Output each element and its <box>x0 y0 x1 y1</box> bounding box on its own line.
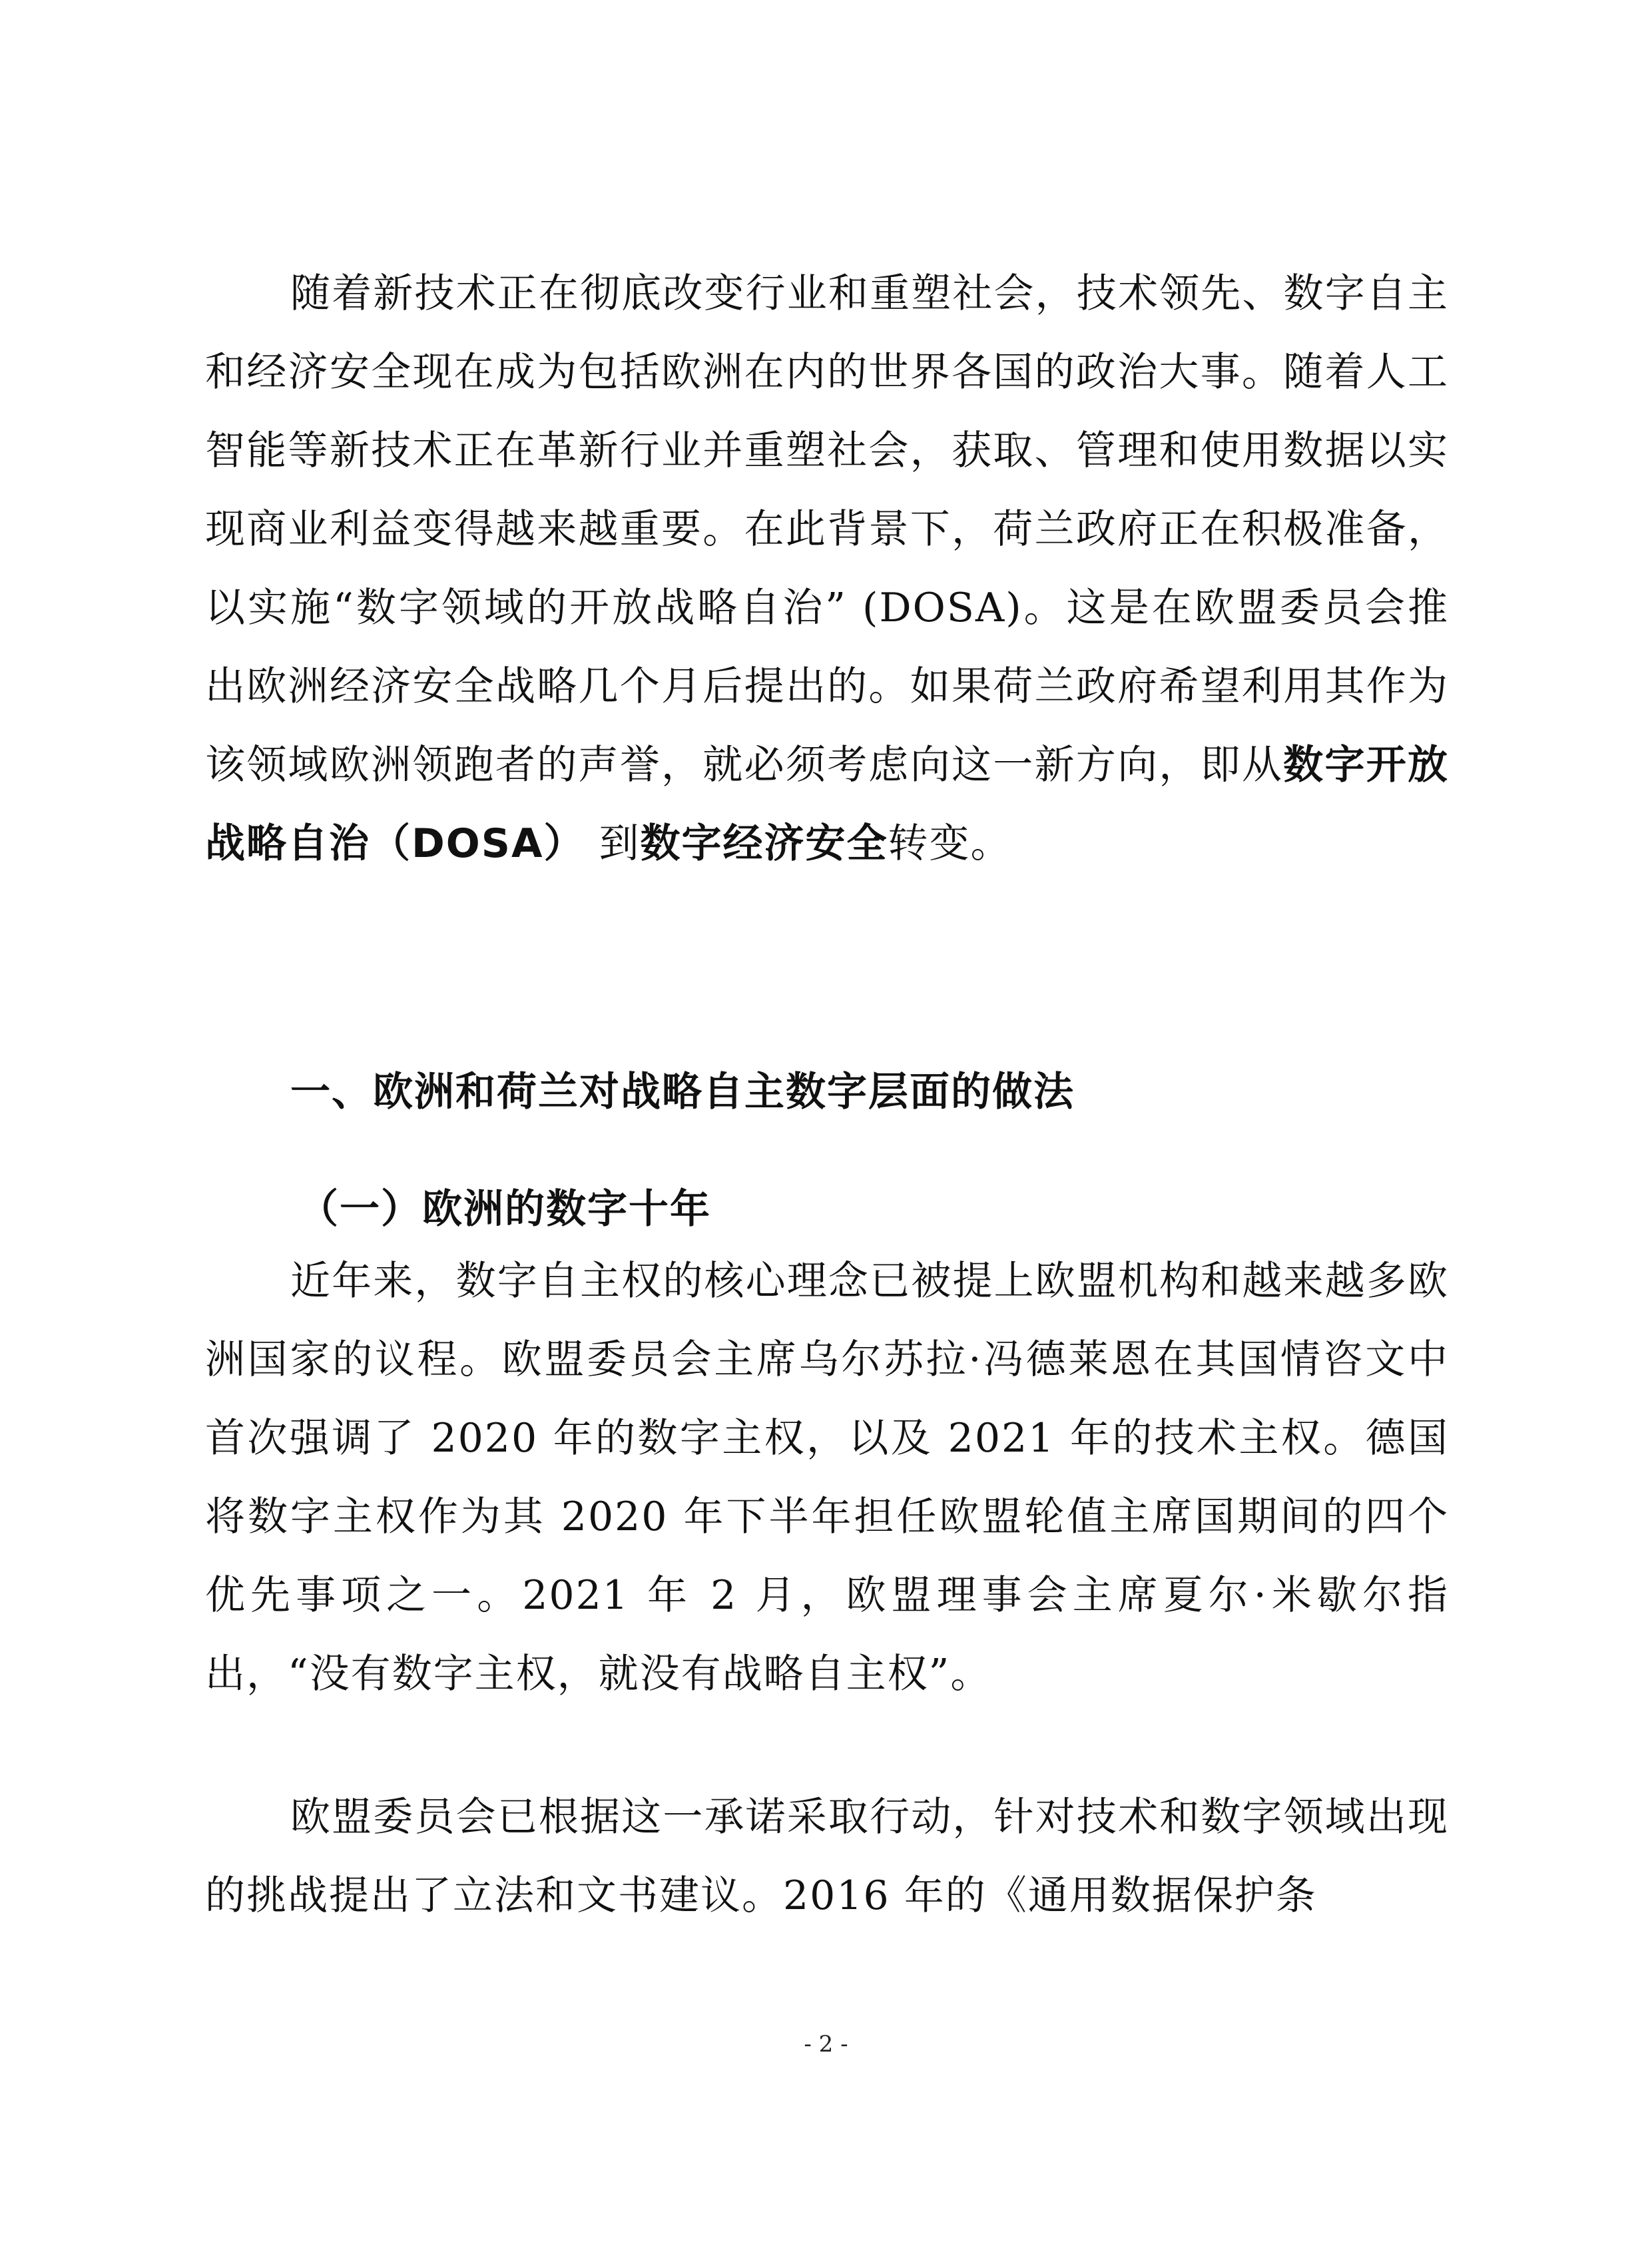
paragraph-text: 随着新技术正在彻底改变行业和重塑社会，技术领先、数字自主和经济安全现在成为包括欧洲在内的世界各国的政治大事。随着人工智能等新技术正在革新行业并重塑社会，获取、管理和使用数据以实现商业利益变得越来越重要。在此背景下，荷兰政府正在积极准备，以实施“数字领域的开放战略自治” (DOSA)。这是在欧盟委员会推出欧洲经济安全战略几个月后提出的。如果荷兰政府希望利用其作为该领域欧洲领跑者的声誉，就必须考虑向这一新方向，即从 <box>205 270 1449 788</box>
bold-term-dosa: 数字开放战略自治（DOSA） <box>205 742 1449 867</box>
section-heading: 一、欧洲和荷兰对战略自主数字层面的做法 <box>290 1069 1075 1115</box>
body-paragraph: 近年来，数字自主权的核心理念已被提上欧盟机构和越来越多欧洲国家的议程。欧盟委员会主席乌尔苏拉·冯德莱恩在其国情咨文中首次强调了 2020 年的数字主权，以及 2021 年的技术主权。德国将数字主权作为其 2020 年下半年担任欧盟轮值主席国期间的四个优先事项之一。2021 年 2 月，欧盟理事会主席夏尔·米歇尔指出，“没有数字主权，就没有战略自主权”。 <box>205 1258 1449 1697</box>
page-number: - 2 - <box>804 2031 848 2058</box>
subsection-heading: （一）欧洲的数字十年 <box>298 1186 711 1233</box>
bold-term-economic-security: 数字经济安全 <box>640 820 888 867</box>
body-paragraph <box>205 254 1449 883</box>
body-paragraph: 欧盟委员会已根据这一承诺采取行动，针对技术和数字领域出现的挑战提出了立法和文书建议。2016 年的《通用数据保护条 <box>205 1794 1449 1919</box>
paragraph-text: 转变。 <box>888 820 1012 867</box>
paragraph-text: 到 <box>585 820 641 867</box>
